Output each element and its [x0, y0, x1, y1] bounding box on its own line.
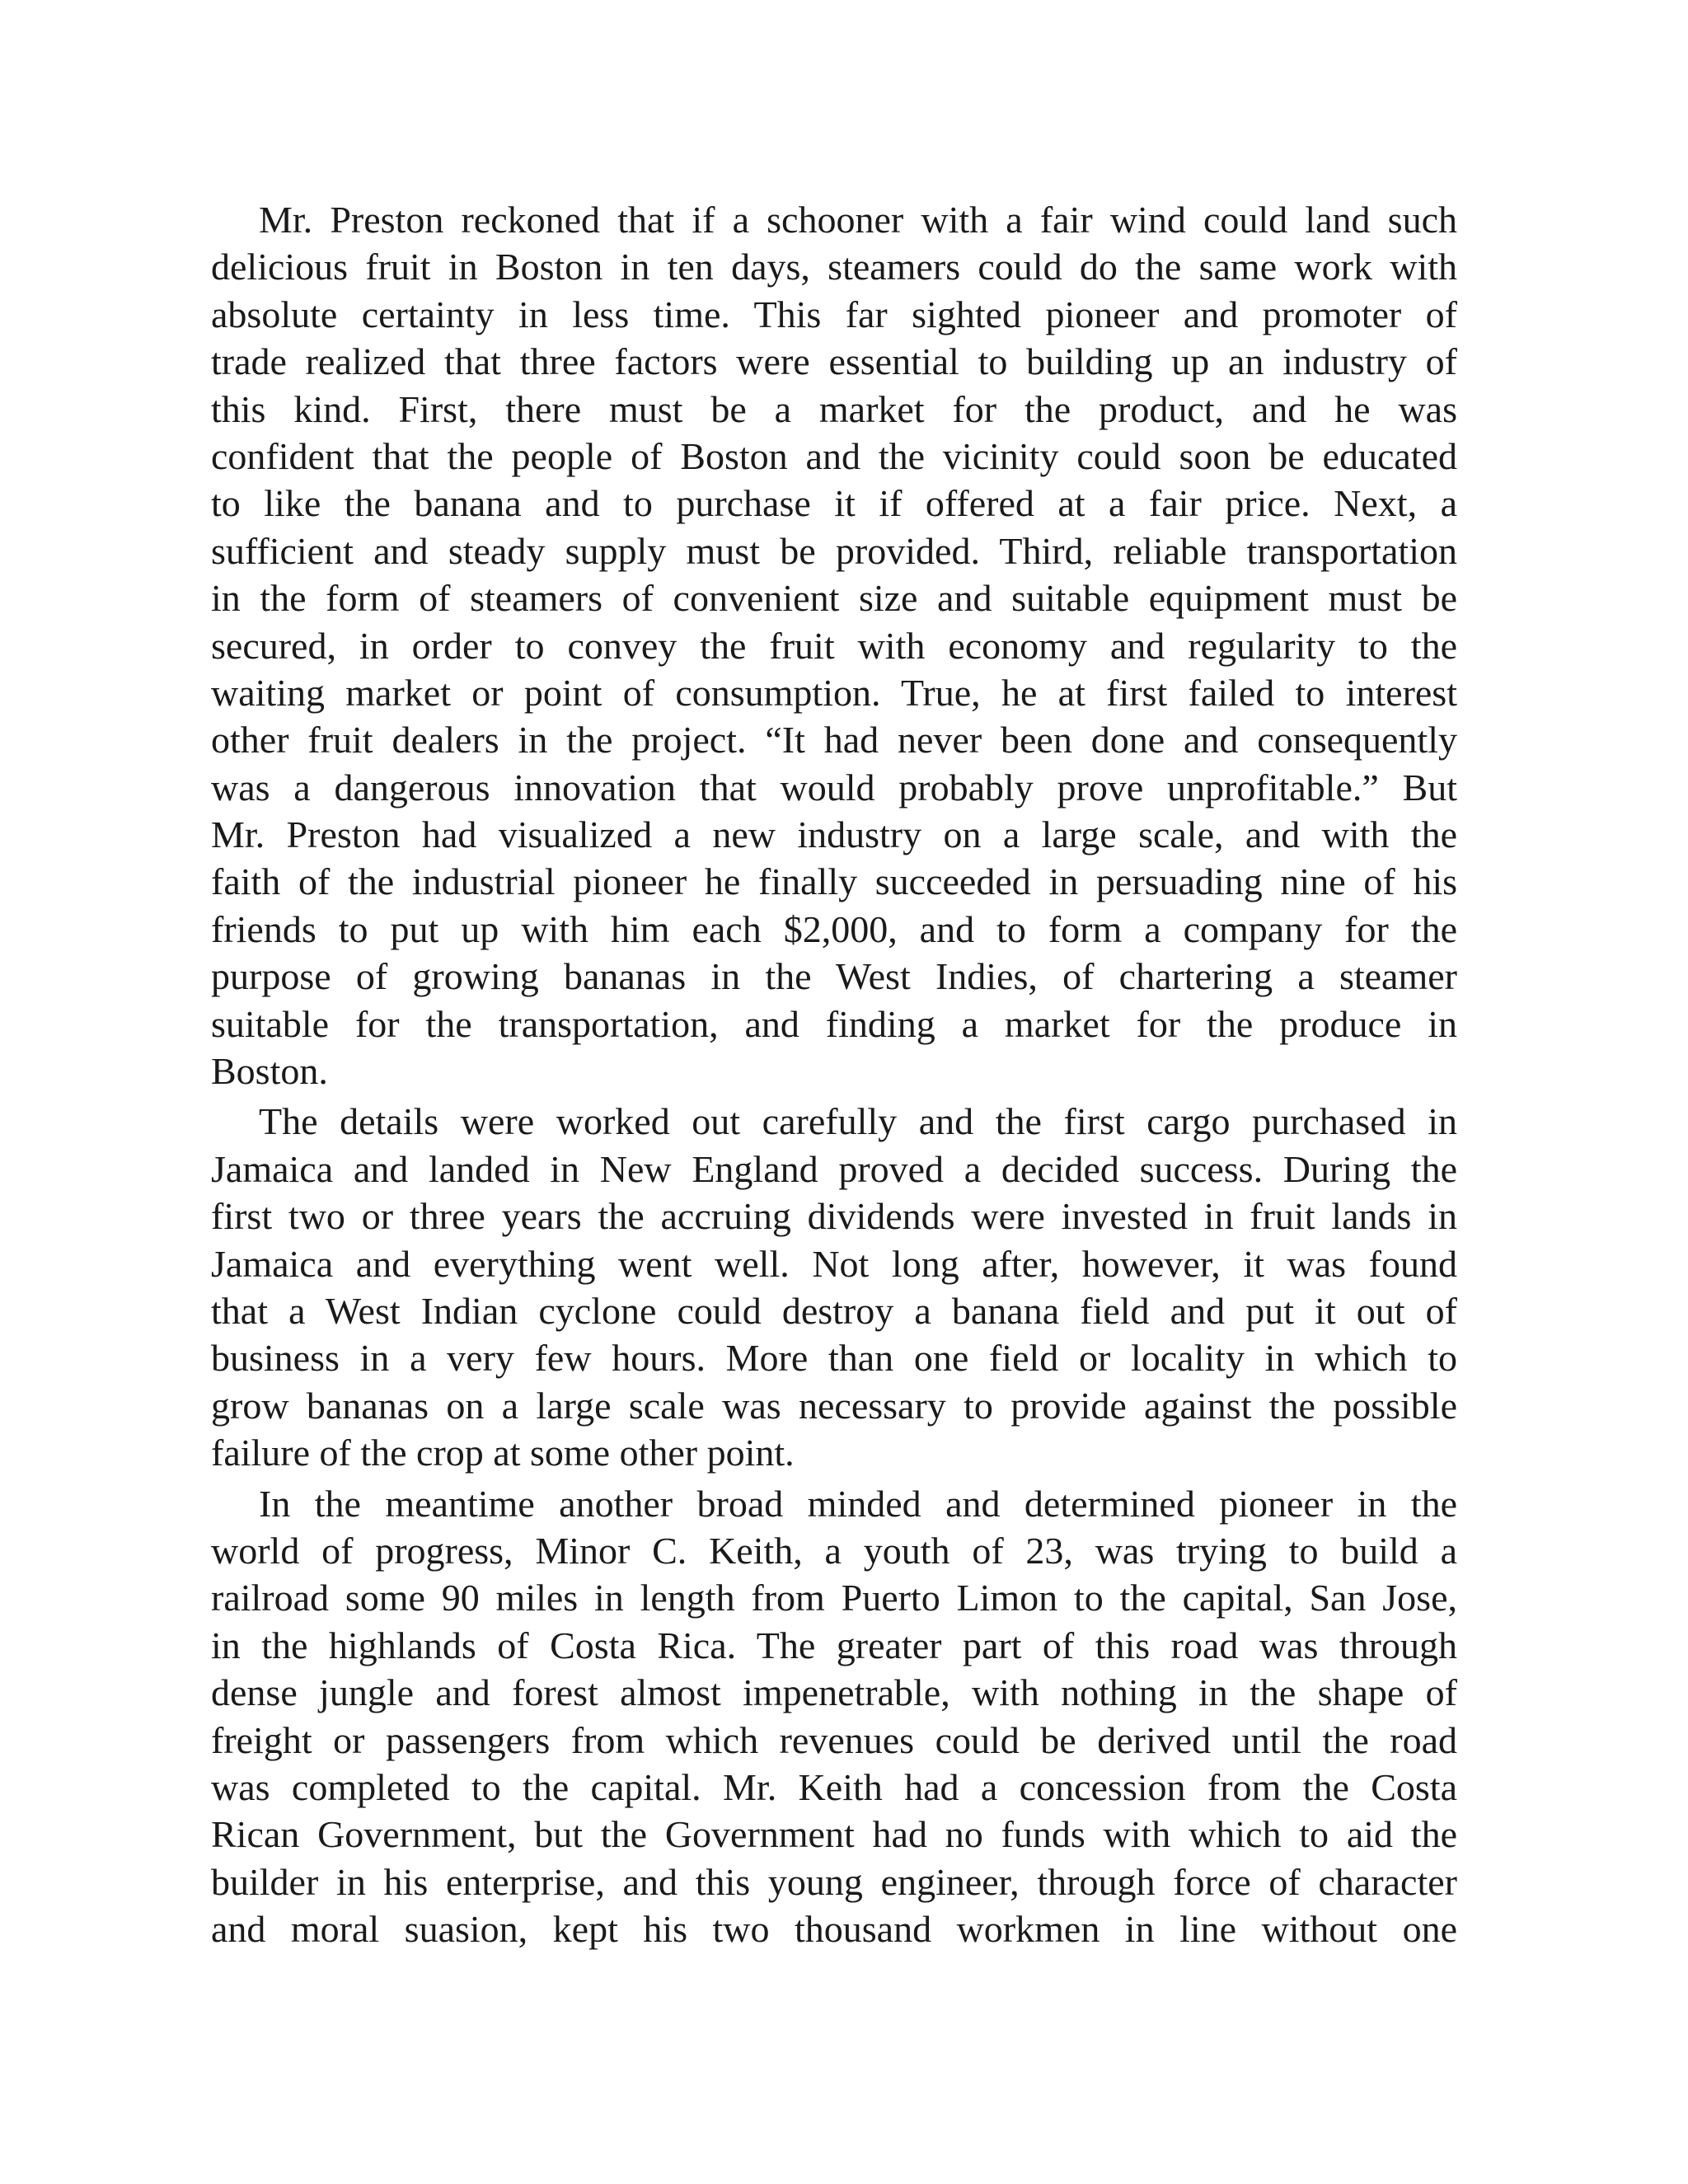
text-line: trade realized that three factors were essential to building up an industry of	[211, 340, 1457, 383]
text-line: purpose of growing bananas in the West Indies, of chartering a steamer	[211, 955, 1457, 998]
text-line: other fruit dealers in the project. “It had never been done and consequently	[211, 719, 1457, 762]
text-line: to like the banana and to purchase it if offered at a fair price. Next, a	[211, 482, 1457, 525]
text-line: in the highlands of Costa Rica. The greater part of this road was through	[211, 1624, 1457, 1666]
paragraph-1	[211, 196, 1457, 1094]
text-line: Mr. Preston reckoned that if a schooner with a fair wind could land such	[259, 199, 1457, 241]
text-line: Mr. Preston had visualized a new industry on a large scale, and with the	[211, 813, 1457, 856]
text-line: was a dangerous innovation that would probably prove unprofitable.” But	[211, 766, 1457, 808]
text-line: dense jungle and forest almost impenetrable, with nothing in the shape of	[211, 1671, 1457, 1714]
text-line: failure of the crop at some other point.	[211, 1432, 795, 1474]
text-line: delicious fruit in Boston in ten days, steamers could do the same work with	[211, 246, 1457, 288]
text-line: that a West Indian cyclone could destroy a banana field and put it out of	[211, 1289, 1457, 1332]
paragraph-3	[211, 1480, 1457, 1953]
text-line: first two or three years the accruing dividends were invested in fruit lands in	[211, 1195, 1457, 1238]
text-line: faith of the industrial pioneer he finally succeeded in persuading nine of his	[211, 860, 1457, 903]
text-line: absolute certainty in less time. This far sighted pioneer and promoter of	[211, 293, 1457, 335]
text-line: Jamaica and landed in New England proved a decided success. During the	[211, 1147, 1457, 1190]
text-line: The details were worked out carefully and the first cargo purchased in	[259, 1100, 1457, 1143]
text-line: Boston.	[211, 1050, 328, 1093]
text-line: waiting market or point of consumption. True, he at first failed to interest	[211, 671, 1457, 714]
text-line: this kind. First, there must be a market for the product, and he was	[211, 387, 1457, 430]
text-line: grow bananas on a large scale was necessary to provide against the possible	[211, 1384, 1457, 1427]
text-line: suitable for the transportation, and finding a market for the produce in	[211, 1002, 1457, 1045]
text-line: railroad some 90 miles in length from Puerto Limon to the capital, San Jose,	[211, 1577, 1457, 1619]
text-line: business in a very few hours. More than one field or locality in which to	[211, 1337, 1457, 1380]
text-line: sufficient and steady supply must be provided. Third, reliable transportation	[211, 529, 1457, 572]
text-line: confident that the people of Boston and the vicinity could soon be educated	[211, 434, 1457, 477]
body-text	[211, 196, 1457, 1952]
text-line: Jamaica and everything went well. Not long after, however, it was found	[211, 1242, 1457, 1285]
text-line: world of progress, Minor C. Keith, a youth of 23, was trying to build a	[211, 1529, 1457, 1572]
text-line: freight or passengers from which revenues could be derived until the road	[211, 1718, 1457, 1761]
text-line: Rican Government, but the Government had no funds with which to aid the	[211, 1813, 1457, 1856]
text-line: and moral suasion, kept his two thousand workmen in line without one	[211, 1908, 1457, 1951]
text-line: in the form of steamers of convenient size and suitable equipment must be	[211, 577, 1457, 620]
text-line: was completed to the capital. Mr. Keith had a concession from the Costa	[211, 1765, 1457, 1808]
text-line: secured, in order to convey the fruit with economy and regularity to the	[211, 624, 1457, 667]
text-line: friends to put up with him each $2,000, and to form a company for the	[211, 907, 1457, 950]
paragraph-2	[211, 1098, 1457, 1476]
text-line: In the meantime another broad minded and determined pioneer in the	[259, 1482, 1457, 1525]
text-line: builder in his enterprise, and this young engineer, through force of character	[211, 1860, 1457, 1903]
